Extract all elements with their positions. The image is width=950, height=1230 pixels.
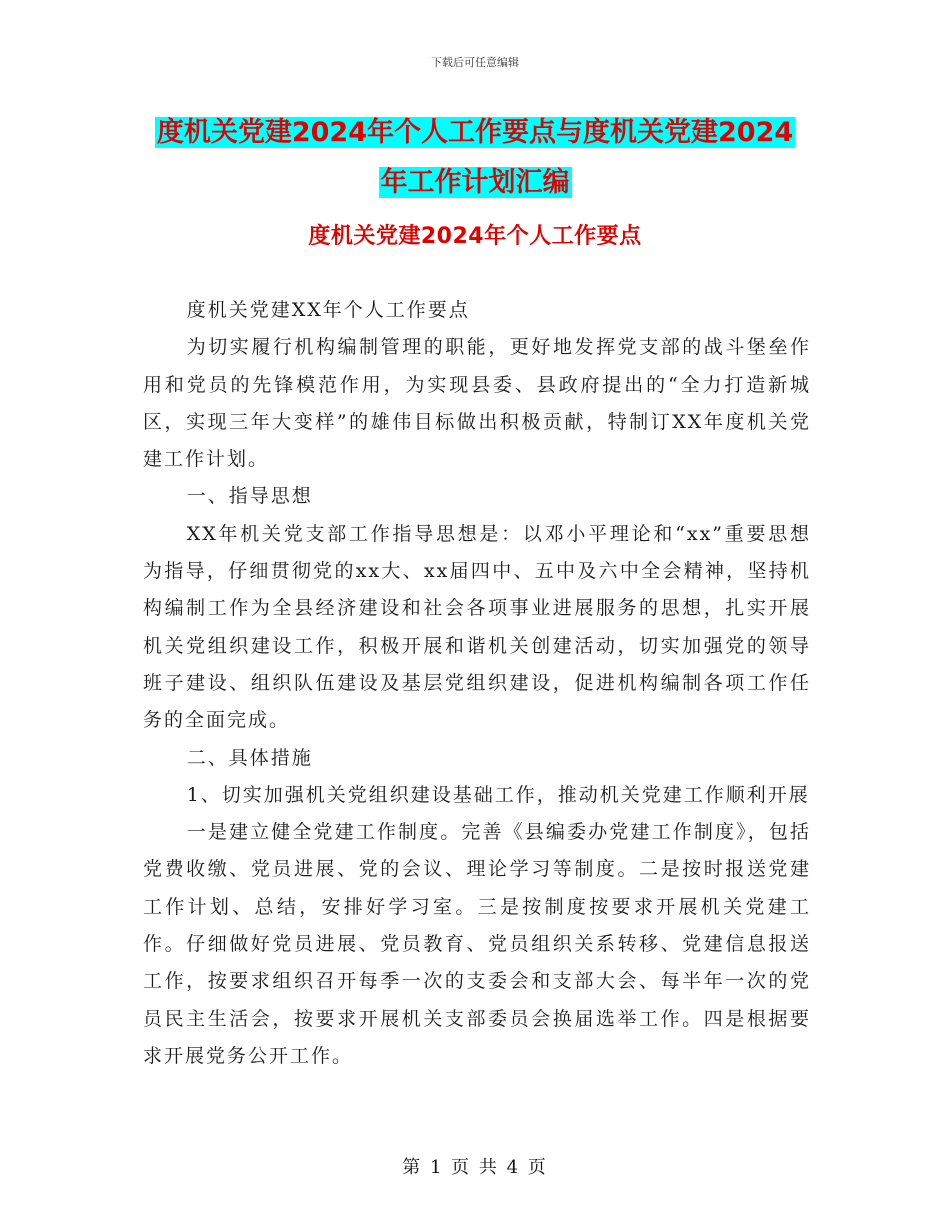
paragraph: 1、切实加强机关党组织建设基础工作，推动机关党建工作顺利开展: [186, 783, 810, 806]
paragraph: 为切实履行机构编制管理的职能，更好地发挥党支部的战斗堡垒作用和党员的先锋模范作用，为实现县委、县政府提出的“全力打造新城区，实现三年大变样”的雄伟目标做出积极贡献，特制订XX年度机关党建工作计划。: [143, 336, 811, 471]
document-body: [143, 292, 811, 1075]
page-header-note: 下载后可任意编辑: [431, 56, 519, 69]
title-line-1: 度机关党建2024年个人工作要点与度机关党建2024: [156, 117, 794, 148]
section-title: 度机关党建2024年个人工作要点: [308, 224, 642, 249]
paragraph: 一、指导思想: [186, 485, 313, 508]
paragraph: 度机关党建XX年个人工作要点: [186, 299, 470, 321]
document-title: [0, 108, 950, 208]
page-number: 第 1 页 共 4 页: [402, 1157, 548, 1178]
paragraph: 一是建立健全党建工作制度。完善《县编委办党建工作制度》，包括党费收缴、党员进展、党的会议、理论学习等制度。二是按时报送党建工作计划、总结，安排好学习室。三是按制度按要求开展机关党建工作。仔细做好党员进展、党员教育、党员组织关系转移、党建信息报送工作，按要求组织召开每季一次的支委会和支部大会、每半年一次的党员民主生活会，按要求开展机关支部委员会换届选举工作。四是根据要求开展党务公开工作。: [143, 821, 811, 1067]
paragraph: 二、具体措施: [186, 746, 313, 769]
paragraph: XX年机关党支部工作指导思想是：以邓小平理论和“xx”重要思想为指导，仔细贯彻党的xx大、xx届四中、五中及六中全会精神，坚持机构编制工作为全县经济建设和社会各项事业进展服务的思想，扎实开展机关党组织建设工作，积极开展和谐机关创建活动，切实加强党的领导班子建设、组织队伍建设及基层党组织建设，促进机构编制各项工作任务的全面完成。: [143, 522, 811, 732]
title-line-2: 年工作计划汇编: [380, 167, 570, 198]
